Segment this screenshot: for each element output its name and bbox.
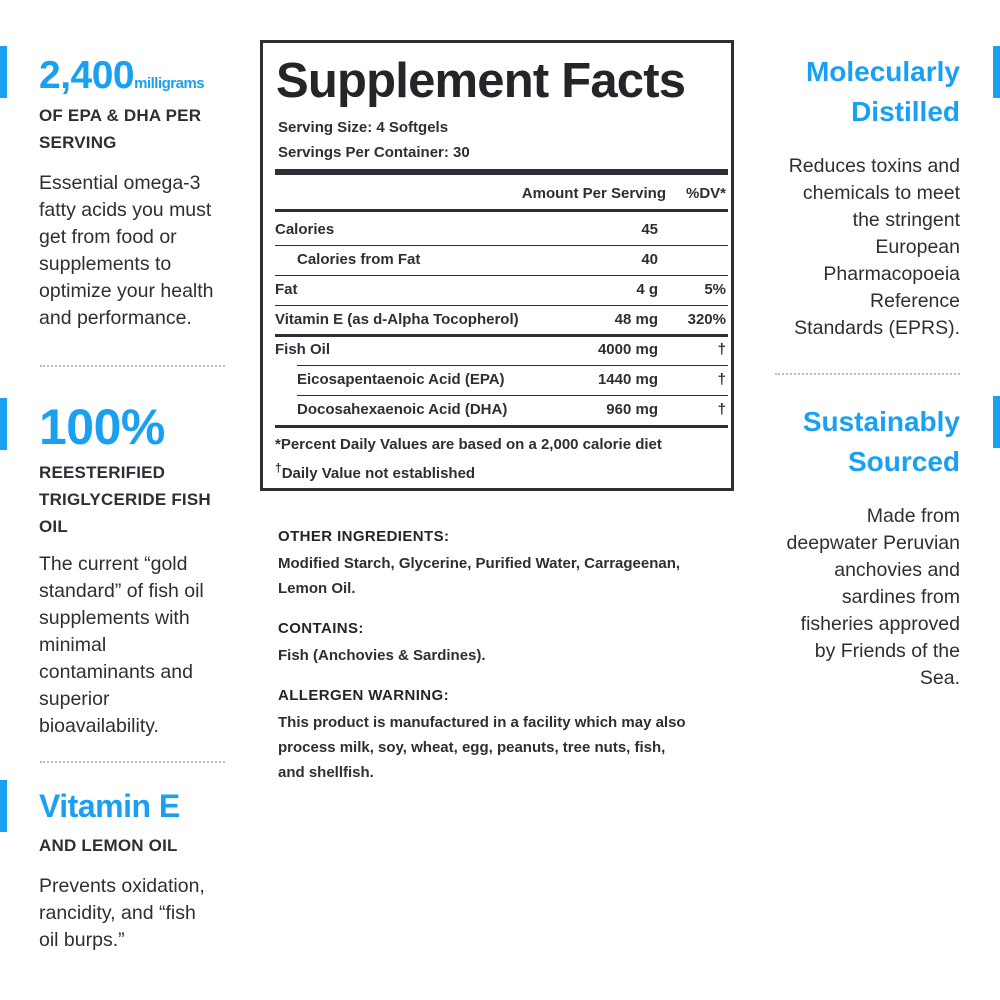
left-divider-2 <box>40 761 225 763</box>
thick-rule-bottom <box>275 425 728 428</box>
other-ingredients-heading: OTHER INGREDIENTS: <box>278 528 450 545</box>
header-daily-value: %DV* <box>685 185 726 202</box>
contains-heading: CONTAINS: <box>278 620 364 637</box>
header-amount-per-serving: Amount Per Serving <box>521 185 666 202</box>
table-row: Calories 45 <box>275 221 658 238</box>
molecularly-distilled-description: Reduces toxins and chemicals to meet the stringent European Pharmacopoeia Reference Standards (EPRS). <box>788 155 960 339</box>
servings-per-container: Servings Per Container: 30 <box>278 144 470 161</box>
contains-text: Fish (Anchovies & Sardines). <box>278 647 486 664</box>
vitamin-e-caption: AND LEMON OIL <box>39 836 178 855</box>
epa-dha-unit: milligrams <box>134 75 205 92</box>
triglyceride-caption: REESTERIFIED TRIGLYCERIDE FISH OIL <box>39 463 211 536</box>
epa-dha-description: Essential omega-3 fatty acids you must get from food or supplements to optimize your health and performance. <box>39 172 214 329</box>
accent-bar-left-3 <box>0 780 7 832</box>
table-row: Fat 4 g 5% <box>275 281 726 298</box>
triglyceride-percent: 100% <box>39 399 165 455</box>
ingredients-section <box>278 528 728 785</box>
thick-rule-top <box>275 169 728 175</box>
facts-header-row <box>275 179 728 209</box>
dagger-mark: † <box>275 461 282 475</box>
accent-bar-right-1 <box>993 46 1000 98</box>
epa-dha-block <box>39 56 239 332</box>
molecularly-distilled-block <box>750 52 960 342</box>
allergen-warning-heading: ALLERGEN WARNING: <box>278 687 449 704</box>
table-row: Fish Oil 4000 mg † <box>275 341 726 358</box>
molecularly-distilled-heading: Molecularly Distilled <box>805 56 960 127</box>
supplement-facts-panel <box>260 40 734 491</box>
other-ingredients-text: Modified Starch, Glycerine, Purified Water, Carrageenan, Lemon Oil. <box>278 555 681 597</box>
facts-title: Supplement Facts <box>276 54 686 108</box>
left-divider-1 <box>40 365 225 367</box>
table-row: Eicosapentaenoic Acid (EPA) 1440 mg † <box>297 371 726 388</box>
table-row: Vitamin E (as d-Alpha Tocopherol) 48 mg 320% <box>275 311 726 328</box>
table-row: Calories from Fat 40 <box>297 251 658 268</box>
sustainably-sourced-description: Made from deepwater Peruvian anchovies and sardines from fisheries approved by Friends of the Sea. <box>786 505 960 689</box>
table-row: Docosahexaenoic Acid (DHA) 960 mg † <box>297 401 726 418</box>
accent-bar-right-2 <box>993 396 1000 448</box>
sustainably-sourced-block <box>750 402 960 692</box>
serving-size: Serving Size: 4 Softgels <box>278 119 449 136</box>
triglyceride-description: The current “gold standard” of fish oil supplements with minimal contaminants and superior bioavailability. <box>39 553 204 737</box>
daily-value-footnote: *Percent Daily Values are based on a 2,000 calorie diet <box>275 436 662 453</box>
sustainably-sourced-heading: Sustainably Sourced <box>802 406 960 477</box>
vitamin-e-description: Prevents oxidation, rancidity, and “fish oil burps.” <box>39 875 205 951</box>
right-divider <box>775 373 960 375</box>
allergen-warning-text: This product is manufactured in a facility which may also process milk, soy, wheat, egg, peanuts, tree nuts, fish, and shellfish. <box>278 714 686 781</box>
epa-dha-amount: 2,400milligrams <box>39 54 205 97</box>
triglyceride-block <box>39 399 239 740</box>
epa-dha-caption: OF EPA & DHA PER SERVING <box>39 106 202 152</box>
not-established-footnote: †Daily Value not established <box>275 461 476 482</box>
medium-rule <box>275 209 728 212</box>
accent-bar-left-2 <box>0 398 7 450</box>
vitamin-e-heading: Vitamin E <box>39 788 180 824</box>
vitamin-e-block <box>39 790 239 954</box>
accent-bar-left-1 <box>0 46 7 98</box>
